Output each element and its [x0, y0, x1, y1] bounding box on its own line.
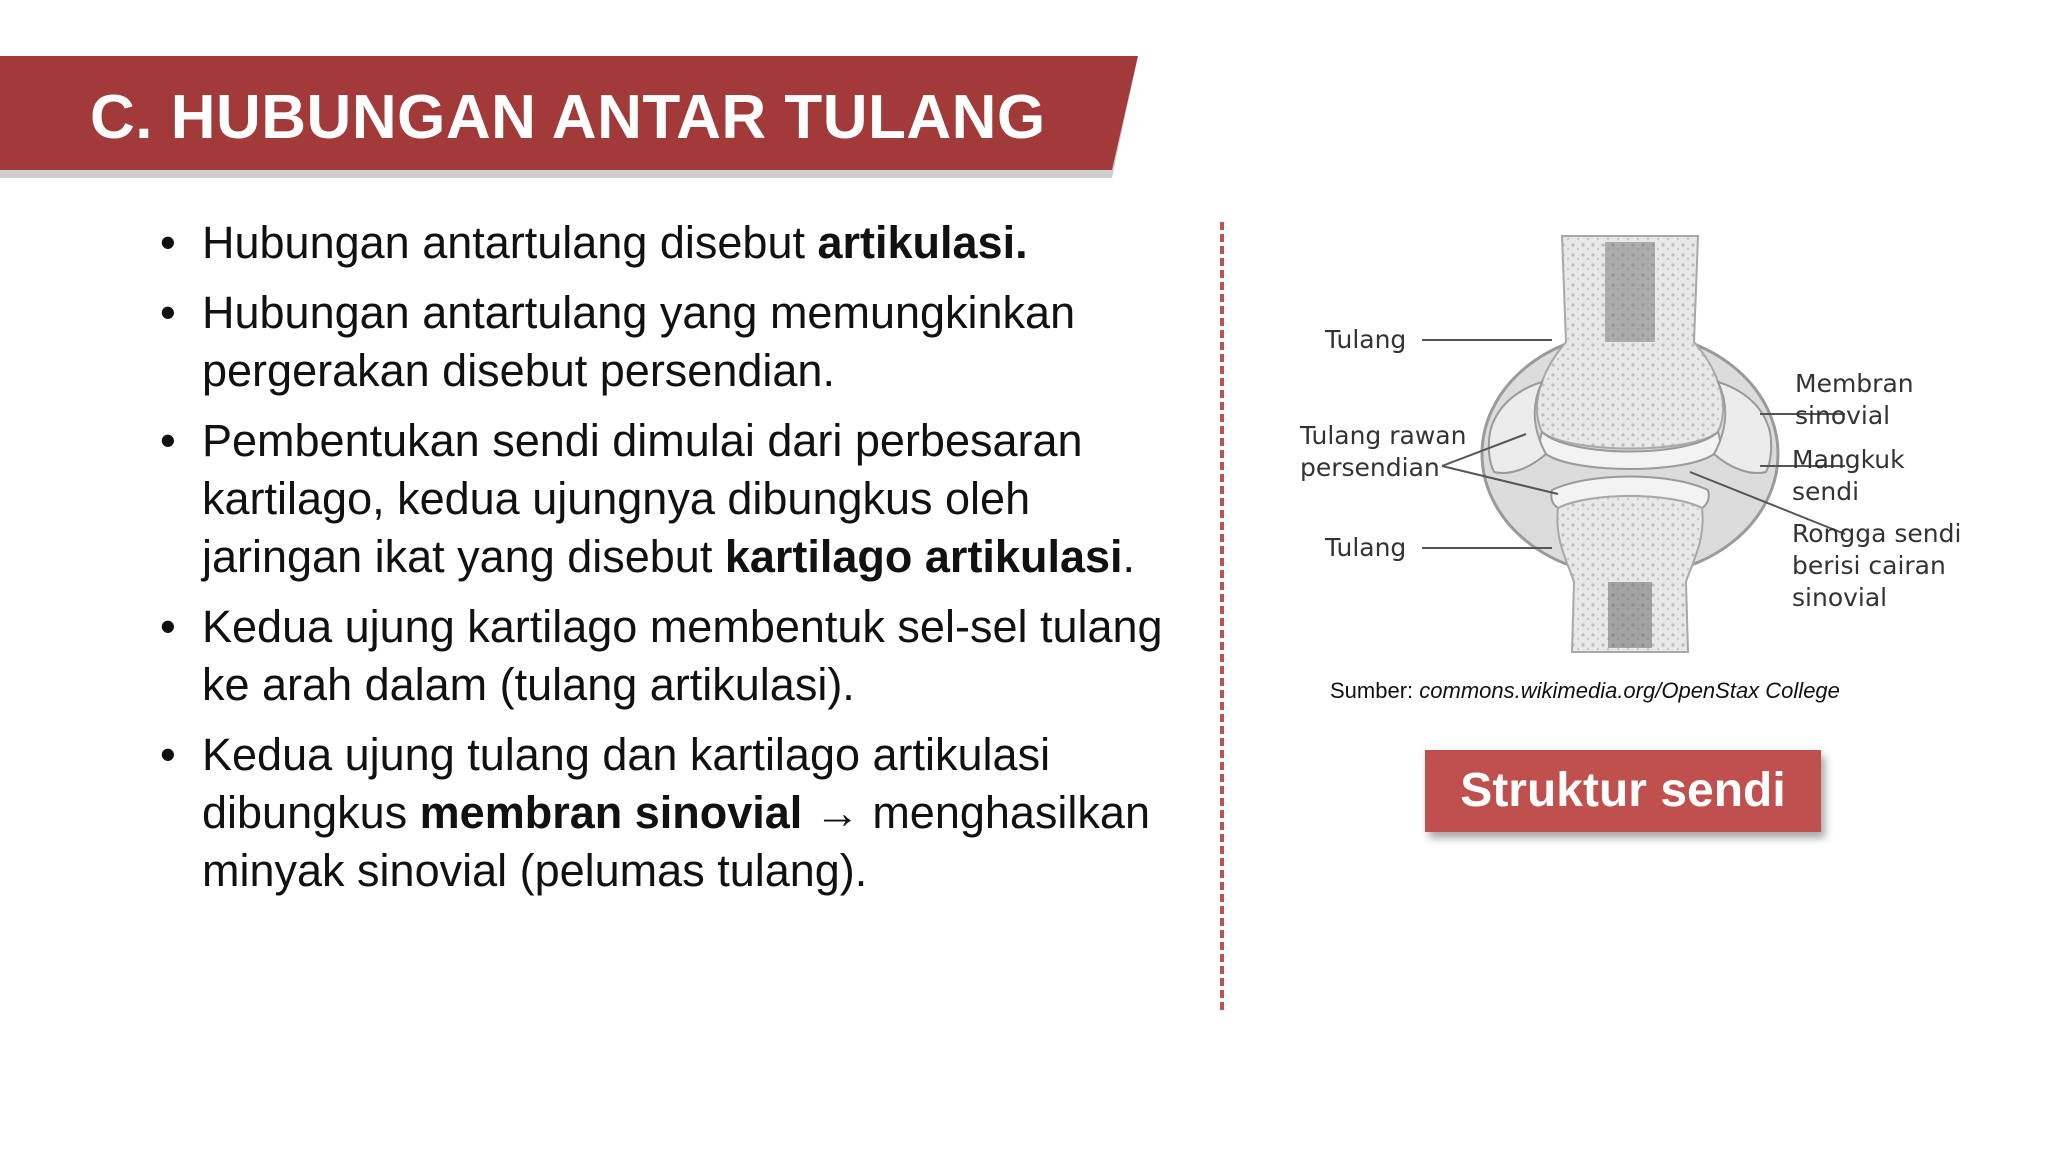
bullet-text: Hubungan antartulang disebut — [202, 217, 818, 268]
label-rongga-1: Rongga sendi — [1792, 519, 1962, 548]
upper-marrow — [1605, 242, 1655, 342]
lower-marrow — [1608, 582, 1652, 648]
bullet-item — [160, 412, 1180, 586]
image-source — [1330, 678, 1930, 704]
bullet-text-after: → menghasilkan minyak sinovial (pelumas tulang). — [202, 787, 1150, 896]
bullet-dot-icon: • — [160, 729, 176, 780]
bullet-bold-text: membran sinovial — [419, 787, 803, 838]
bullet-item — [160, 214, 1180, 272]
bullet-dot-icon: • — [160, 217, 176, 268]
title-banner — [0, 56, 1140, 178]
dashed-divider — [1220, 222, 1224, 1010]
bullet-text: Pembentukan sendi dimulai dari perbesaran kartilago, kedua ujungnya dibungkus oleh jaringan ikat yang disebut — [202, 415, 1083, 582]
bullet-dot-icon: • — [160, 287, 176, 338]
slide-title: C. HUBUNGAN ANTAR TULANG — [90, 83, 1046, 152]
label-membran-1: Membran — [1795, 369, 1914, 398]
label-tulang-top: Tulang — [1325, 325, 1407, 354]
bullet-item — [160, 284, 1180, 400]
bullet-dot-icon: • — [160, 415, 176, 466]
label-mangkuk-2: sendi — [1792, 477, 1860, 506]
label-rongga-2: berisi cairan — [1792, 551, 1946, 580]
label-tulang-rawan-1: Tulang rawan — [1300, 421, 1467, 450]
source-prefix: Sumber: — [1330, 678, 1420, 703]
joint-structure-diagram — [1290, 222, 1990, 662]
bullet-text: Hubungan antartulang yang memungkinkan pergerakan disebut persendian. — [202, 287, 1076, 396]
source-link-text: commons.wikimedia.org/OpenStax College — [1419, 678, 1840, 703]
bullet-text-after: . — [1122, 531, 1136, 582]
label-tulang-bottom: Tulang — [1325, 533, 1407, 562]
bullet-item — [160, 598, 1180, 714]
bullet-item — [160, 726, 1180, 900]
label-tulang-rawan-2: persendian — [1300, 453, 1440, 482]
bullet-text: Kedua ujung kartilago membentuk sel-sel tulang ke arah dalam (tulang artikulasi). — [202, 601, 1163, 710]
label-mangkuk-1: Mangkuk — [1792, 445, 1905, 474]
label-membran-2: sinovial — [1795, 401, 1891, 430]
figure-caption: Struktur sendi — [1425, 750, 1821, 832]
bullet-bold-text: artikulasi. — [817, 217, 1028, 268]
bullet-dot-icon: • — [160, 601, 176, 652]
bullet-bold-text: kartilago artikulasi — [724, 531, 1123, 582]
bullet-list — [160, 214, 1180, 912]
bullet-text: Kedua ujung tulang dan kartilago artikulasi dibungkus — [202, 729, 1051, 838]
label-rongga-3: sinovial — [1792, 583, 1888, 612]
